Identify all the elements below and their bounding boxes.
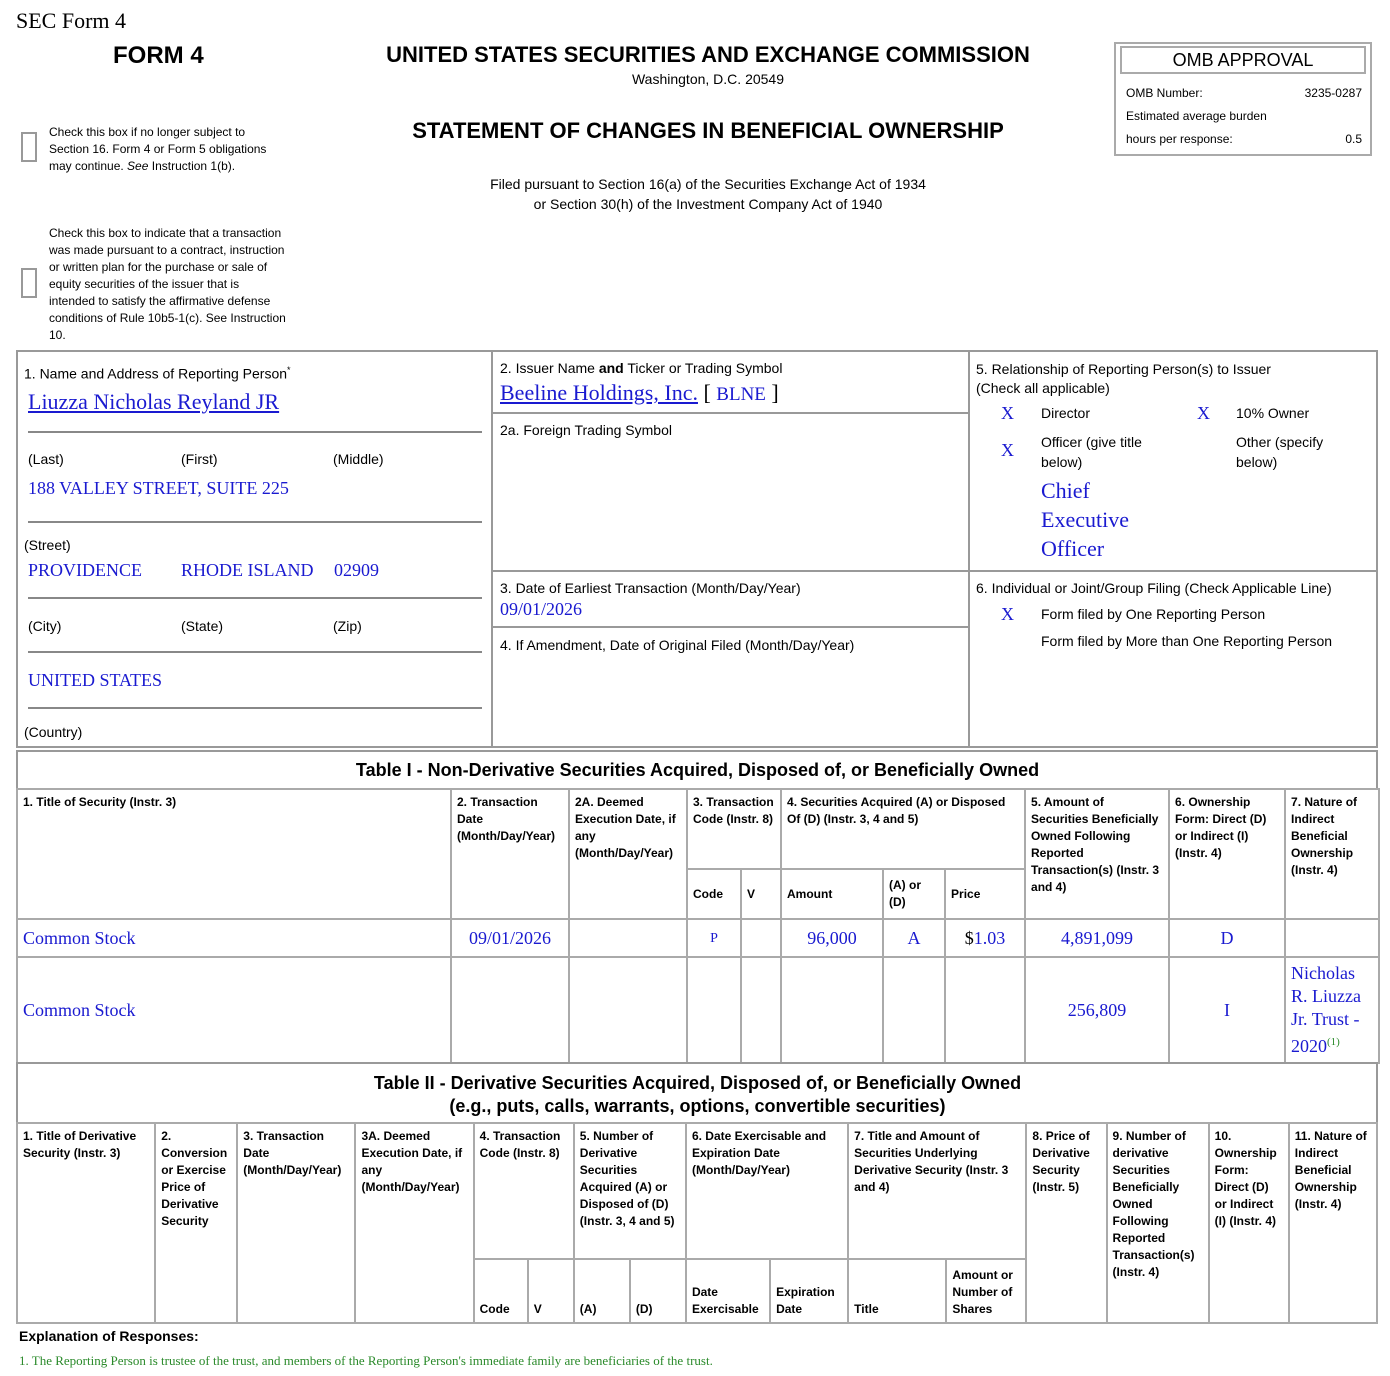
t1-subheader-a-or-d: (A) or (D) — [883, 869, 945, 919]
one-person-mark: X — [1001, 604, 1014, 624]
zip-underline — [28, 651, 482, 653]
t1-header-nature: 7. Nature of Indirect Beneficial Ownership (Instr. 4) — [1285, 789, 1379, 919]
table2-caption: Table II - Derivative Securities Acquired, Disposed of, or Beneficially Owned (e.g., puts, calls, warrants, options, convertible securities) — [373, 1073, 1022, 1116]
t1-header-acquired: 4. Securities Acquired (A) or Disposed Of (D) (Instr. 3, 4 and 5) — [781, 789, 1025, 869]
issuer-name-row — [500, 380, 779, 406]
t1-subheader-price: Price — [945, 869, 1025, 919]
zip-label: (Zip) — [333, 618, 362, 634]
t1-row2-date — [451, 957, 569, 1063]
rule-10b5-1-text — [49, 225, 319, 344]
omb-hours-label: hours per response: — [1126, 132, 1233, 146]
filed-pursuant-line1: Filed pursuant to Section 16(a) of the Securities Exchange Act of 1934 — [490, 176, 926, 192]
street-label: (Street) — [24, 537, 71, 553]
t1-row1-price: $1.03 — [945, 919, 1025, 957]
rule-10b5-1-text-line: conditions of Rule 10b5-1(c). See Instruction — [49, 311, 286, 325]
rule-10b5-1-text-line: Check this box to indicate that a transaction — [49, 226, 282, 240]
rule-10b5-1-text-line: equity securities of the issuer that is — [49, 277, 240, 291]
t1-row2-nature: Nicholas R. Liuzza Jr. Trust - 2020$^{(1)}$ — [1285, 957, 1379, 1063]
agency-title: UNITED STATES SECURITIES AND EXCHANGE COMMISSION — [386, 42, 1030, 67]
omb-number-label: OMB Number: — [1126, 86, 1203, 100]
t1-row1-form: D — [1169, 919, 1285, 957]
omb-title-row: OMB APPROVAL — [1120, 46, 1366, 74]
t1-row1-title: Common Stock — [17, 919, 451, 957]
rule-10b5-1-text-line: or written plan for the purchase or sale of — [49, 260, 268, 274]
t1-row1-v — [741, 919, 781, 957]
omb-approval-box — [1114, 42, 1372, 156]
other-label: Other (specify below) — [1236, 434, 1324, 470]
t1-row2-owned: 256,809 — [1025, 957, 1169, 1063]
sec-form-label: SEC Form 4 — [16, 8, 127, 33]
t1-header-ownership-form: 6. Ownership Form: Direct (D) or Indirect (I) (Instr. 4) — [1169, 789, 1285, 919]
officer-title — [1041, 476, 1129, 563]
first-label: (First) — [181, 451, 218, 467]
t2-header-date: 3. Transaction Date (Month/Day/Year) — [237, 1123, 355, 1323]
no-longer-subject-text: Check this box if no longer subject to Section 16. Form 4 or Form 5 obligations may continue. See Instruction 1(b). — [49, 125, 267, 173]
omb-burden-label: Estimated average burden — [1126, 109, 1267, 123]
t2-header-nature: 11. Nature of Indirect Beneficial Ownership (Instr. 4) — [1289, 1123, 1377, 1323]
officer-title-line: Officer — [1041, 536, 1105, 561]
t1-row2-price — [945, 957, 1025, 1063]
t2-header-number: 5. Number of Derivative Securities Acquired (A) or Disposed of (D) (Instr. 3, 4 and 5) — [574, 1123, 686, 1259]
no-longer-subject-checkbox[interactable] — [21, 132, 37, 162]
t2-subheader-v: V — [528, 1259, 574, 1323]
t2-header-title: 1. Title of Derivative Security (Instr. 3) — [17, 1123, 155, 1323]
country-underline — [28, 707, 482, 709]
state-label: (State) — [181, 618, 224, 634]
t1-row2-code — [687, 957, 741, 1063]
one-person-label: Form filed by One Reporting Person — [1041, 606, 1266, 622]
omb-hours-value: 0.5 — [1345, 132, 1362, 146]
table-row — [17, 957, 1379, 1063]
filed-pursuant-line2: or Section 30(h) of the Investment Company Act of 1940 — [533, 196, 883, 212]
relationship-label: 5. Relationship of Reporting Person(s) to Issuer (Check all applicable) — [976, 361, 1271, 396]
t2-subheader-exercisable: Date Exercisable — [686, 1259, 770, 1323]
t2-subheader-d: (D) — [630, 1259, 686, 1323]
street-value: 188 VALLEY STREET, SUITE 225 — [28, 478, 289, 498]
ticker-bracket-open: [ — [703, 380, 711, 405]
reporting-person-name-link[interactable]: Liuzza Nicholas Reyland JR — [28, 389, 280, 414]
ten-percent-owner-mark: X — [1197, 403, 1210, 423]
agency-address: Washington, D.C. 20549 — [631, 71, 784, 87]
earliest-transaction-date: 09/01/2026 — [500, 599, 583, 619]
t2-subheader-a: (A) — [574, 1259, 630, 1323]
issuer-name-link[interactable]: Beeline Holdings, Inc. — [500, 380, 698, 405]
t1-row1-deemed — [569, 919, 687, 957]
t1-subheader-code: Code — [687, 869, 741, 919]
officer-title-line: Executive — [1041, 507, 1129, 532]
t1-header-date: 2. Transaction Date (Month/Day/Year) — [451, 789, 569, 919]
t1-row1-amount: 96,000 — [781, 919, 883, 957]
more-persons-label: Form filed by More than One Reporting Person — [1041, 633, 1333, 649]
officer-mark: X — [1001, 440, 1014, 460]
t2-subheader-title: Title — [848, 1259, 946, 1323]
t1-row1-code: P — [687, 919, 741, 957]
ten-percent-owner-label: 10% Owner — [1236, 405, 1310, 421]
filing-box — [968, 570, 1378, 748]
reporting-person-label: 1. Name and Address of Reporting Person* — [24, 365, 291, 382]
zip-value: 02909 — [334, 560, 379, 580]
t2-header-ownership-form: 10. Ownership Form: Direct (D) or Indirect (I) (Instr. 4) — [1209, 1123, 1289, 1323]
t2-header-conversion: 2. Conversion or Exercise Price of Derivative Security — [155, 1123, 237, 1323]
state-value: RHODE ISLAND — [181, 560, 314, 580]
t2-subheader-code: Code — [474, 1259, 528, 1323]
t1-row2-form: I — [1169, 957, 1285, 1063]
t2-subheader-expiration: Expiration Date — [770, 1259, 848, 1323]
t1-subheader-amount: Amount — [781, 869, 883, 919]
foreign-symbol-label: 2a. Foreign Trading Symbol — [500, 422, 672, 438]
statement-title: STATEMENT OF CHANGES IN BENEFICIAL OWNERSHIP — [412, 118, 1004, 143]
director-mark: X — [1001, 403, 1014, 423]
t1-row2-deemed — [569, 957, 687, 1063]
country-value: UNITED STATES — [28, 670, 163, 690]
t1-row2-amount — [781, 957, 883, 1063]
issuer-label: 2. Issuer Name and Ticker or Trading Symbol — [500, 360, 783, 376]
t1-row2-v — [741, 957, 781, 1063]
rule-10b5-1-checkbox[interactable] — [21, 268, 37, 298]
omb-number-value: 3235-0287 — [1304, 86, 1362, 100]
t2-subheader-amount: Amount or Number of Shares — [946, 1259, 1026, 1323]
amendment-label: 4. If Amendment, Date of Original Filed (Month/Day/Year) — [500, 637, 855, 653]
t2-header-exercisable: 6. Date Exercisable and Expiration Date (Month/Day/Year) — [686, 1123, 848, 1259]
t1-subheader-v: V — [741, 869, 781, 919]
country-label: (Country) — [24, 724, 83, 740]
t2-header-number-owned: 9. Number of derivative Securities Beneficially Owned Following Reported Transaction(s) (Instr. 4) — [1107, 1123, 1209, 1323]
explanation-label: Explanation of Responses: — [19, 1328, 199, 1344]
t2-header-code: 4. Transaction Code (Instr. 8) — [474, 1123, 574, 1259]
table2 — [16, 1122, 1378, 1324]
t2-header-price: 8. Price of Derivative Security (Instr. 5) — [1026, 1123, 1106, 1323]
t1-row1-date: 09/01/2026 — [451, 919, 569, 957]
t2-header-underlying: 7. Title and Amount of Securities Underlying Derivative Security (Instr. 3 and 4) — [848, 1123, 1026, 1259]
officer-label: Officer (give title below) — [1041, 434, 1142, 470]
ticker-symbol: BLNE — [716, 384, 766, 405]
rule-10b5-1-text-line: 10. — [49, 328, 66, 342]
t1-header-deemed: 2A. Deemed Execution Date, if any (Month/Day/Year) — [569, 789, 687, 919]
street-underline — [28, 521, 482, 523]
t1-row2-a-or-d — [883, 957, 945, 1063]
middle-label: (Middle) — [333, 451, 384, 467]
t1-header-amount-owned: 5. Amount of Securities Beneficially Owned Following Reported Transaction(s) (Instr. 3 and 4) — [1025, 789, 1169, 919]
footnote-1: 1. The Reporting Person is trustee of the trust, and members of the Reporting Person's immediate family are beneficiaries of the trust. — [19, 1353, 713, 1368]
t1-row1-a-or-d: A — [883, 919, 945, 957]
table1-caption: Table I - Non-Derivative Securities Acquired, Disposed of, or Beneficially Owned — [355, 760, 1040, 780]
t1-header-code: 3. Transaction Code (Instr. 8) — [687, 789, 781, 869]
t1-row1-owned: 4,891,099 — [1025, 919, 1169, 957]
earliest-transaction-label: 3. Date of Earliest Transaction (Month/Day/Year) — [500, 580, 801, 596]
ticker-bracket-close: ] — [771, 380, 779, 405]
officer-title-line: Chief — [1041, 478, 1090, 503]
city-underline — [28, 597, 482, 599]
t1-header-title: 1. Title of Security (Instr. 3) — [17, 789, 451, 919]
form-title: FORM 4 — [113, 42, 204, 69]
rule-10b5-1-text-line: was made pursuant to a contract, instruction — [49, 243, 285, 257]
name-underline — [28, 431, 482, 433]
rule-10b5-1-text-line: intended to satisfy the affirmative defense — [49, 294, 271, 308]
city-value: PROVIDENCE — [28, 560, 143, 580]
table1 — [16, 788, 1380, 1064]
last-label: (Last) — [28, 451, 64, 467]
city-label: (City) — [28, 618, 62, 634]
t1-row2-title: Common Stock — [17, 957, 451, 1063]
footnote-1-ref[interactable]: (1) — [1327, 1036, 1340, 1048]
director-label: Director — [1041, 405, 1091, 421]
filing-label: 6. Individual or Joint/Group Filing (Check Applicable Line) — [976, 580, 1332, 596]
t2-header-deemed: 3A. Deemed Execution Date, if any (Month/Day/Year) — [355, 1123, 473, 1323]
t1-row1-nature — [1285, 919, 1379, 957]
table-row — [17, 919, 1379, 957]
